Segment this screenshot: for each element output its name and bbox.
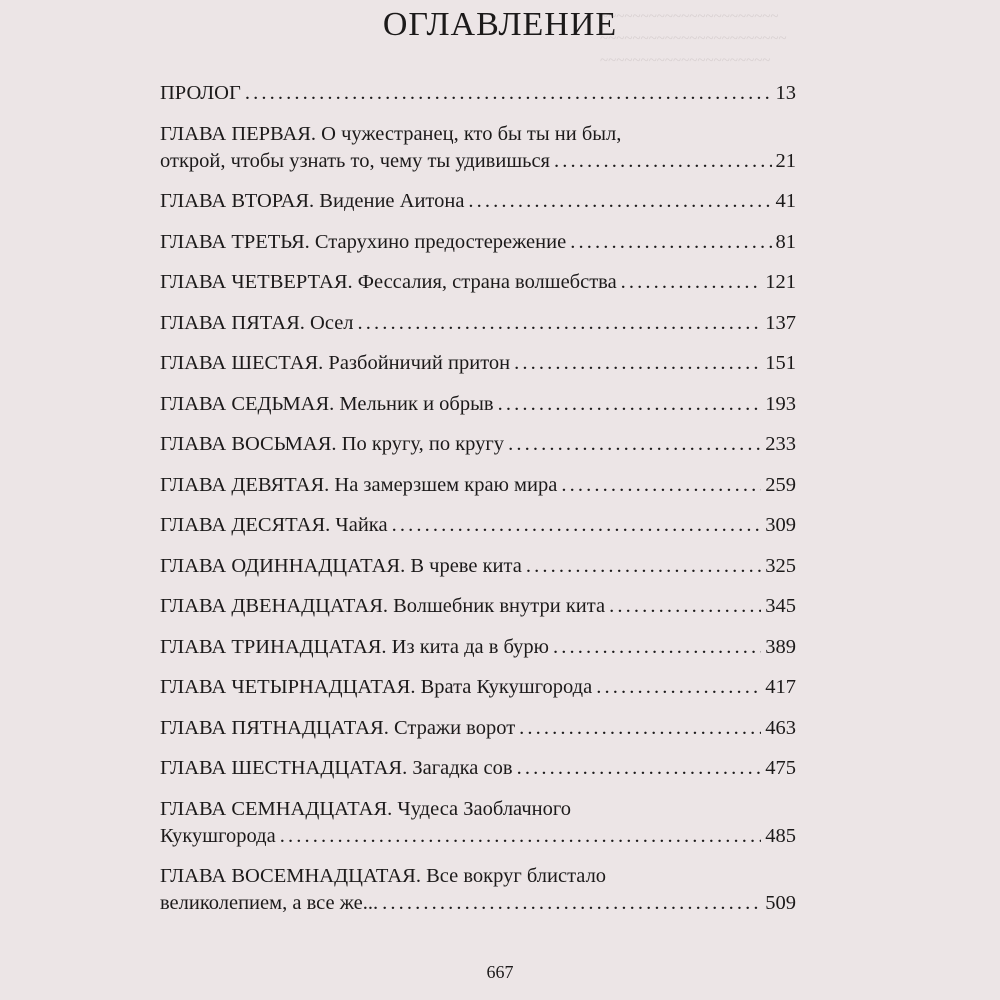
toc-entry (160, 472, 796, 499)
toc-entry-title-line: ГЛАВА ДЕСЯТАЯ. Чайка (160, 514, 388, 536)
toc-entry-title-line: ГЛАВА ТРИНАДЦАТАЯ. Из кита да в бурю (160, 635, 549, 658)
toc-entry-row (160, 431, 796, 458)
dot-leader (596, 674, 761, 701)
toc-entry-page: 417 (765, 676, 796, 698)
dot-leader (468, 188, 771, 215)
toc-entry-row (160, 890, 796, 917)
toc-entry-page: 485 (765, 824, 796, 847)
toc-entry (160, 553, 796, 580)
dot-leader (570, 229, 771, 256)
dot-leader (561, 472, 761, 499)
toc-entry-page: 121 (765, 271, 796, 293)
toc-entry (160, 674, 796, 701)
toc-entry-page: 193 (765, 392, 796, 415)
page-title: ОГЛАВЛЕНИЕ (382, 6, 618, 43)
dot-leader (392, 512, 762, 539)
toc-entry (160, 350, 796, 377)
toc-entry-page: 137 (765, 311, 796, 334)
toc-entry-page: 21 (775, 149, 796, 172)
toc-entry-title-line: ГЛАВА ТРЕТЬЯ. Старухино предостережение (160, 230, 567, 253)
toc-entry-row (160, 823, 796, 850)
toc-entry-title-line: ГЛАВА ВТОРАЯ. Видение Аитона (160, 190, 465, 212)
dot-leader (553, 634, 761, 661)
dot-leader (245, 80, 772, 107)
toc-entry-page: 151 (765, 352, 796, 374)
toc-entry-page: 325 (765, 554, 796, 577)
toc-entry-row (160, 148, 796, 175)
dot-leader (517, 755, 762, 782)
toc-entry-page: 345 (765, 595, 796, 617)
toc-entry (160, 80, 796, 107)
toc-entry-row (160, 553, 796, 580)
toc-entry (160, 269, 796, 296)
toc-entry-page: 463 (765, 716, 796, 739)
dot-leader (508, 431, 761, 458)
toc-entry-row (160, 80, 796, 107)
show-through-text: ~~~~~~~~~~~~~~~~~~~~~~ ~~~~~~~~~~~~~~~~~~~~~~~ ~~~~~~~~~~~~~~~~~~~~~ (600, 9, 787, 69)
dot-leader (519, 715, 761, 742)
toc-entry-row (160, 634, 796, 661)
toc-entry-row (160, 472, 796, 499)
toc-entry-page: 81 (775, 230, 796, 253)
toc-entry-row (160, 269, 796, 296)
toc-entry-row (160, 674, 796, 701)
toc-entry (160, 512, 796, 539)
toc-entry-title-line: ПРОЛОГ (160, 82, 241, 104)
toc-entry-title-line: ГЛАВА ПЯТАЯ. Осел (160, 311, 354, 334)
toc-entry (160, 431, 796, 458)
dot-leader (498, 391, 762, 418)
toc-entry-title-line: ГЛАВА СЕДЬМАЯ. Мельник и обрыв (160, 392, 494, 415)
toc-entry (160, 863, 796, 917)
toc-entry (160, 593, 796, 620)
page-number: 667 (486, 962, 514, 982)
dot-leader (514, 350, 761, 377)
toc-entry-title-line: ГЛАВА ПЕРВАЯ. О чужестранец, кто бы ты ни был, (160, 122, 622, 145)
toc-entry-row (160, 350, 796, 377)
toc-entry-page: 389 (765, 635, 796, 658)
dot-leader (621, 269, 762, 296)
toc-entry-page: 309 (765, 514, 796, 536)
toc-entry-page: 259 (765, 473, 796, 496)
dot-leader (280, 823, 762, 850)
dot-leader (382, 890, 761, 917)
toc-entry-title-line: ГЛАВА ДЕВЯТАЯ. На замерзшем краю мира (160, 473, 558, 496)
dot-leader (554, 148, 772, 175)
toc-entry-page: 41 (775, 190, 796, 212)
toc-entry-title-line: ГЛАВА ВОСЕМНАДЦАТАЯ. Все вокруг блистало (160, 865, 607, 887)
toc-entry-title-line: Кукушгорода (160, 824, 276, 847)
toc-entry-title-line: ГЛАВА ДВЕНАДЦАТАЯ. Волшебник внутри кита (160, 595, 606, 617)
toc-entry-title-line: великолепием, а все же... (160, 892, 379, 914)
toc-entry (160, 229, 796, 256)
toc-entry (160, 755, 796, 782)
toc-entry (160, 391, 796, 418)
toc-entry-title-line: открой, чтобы узнать то, чему ты удивишься (160, 149, 550, 172)
toc-entry (160, 121, 796, 175)
toc-entry-row (160, 188, 796, 215)
toc-entry-title-line: ГЛАВА ШЕСТАЯ. Разбойничий притон (160, 352, 511, 374)
toc-entry-page: 13 (775, 82, 796, 104)
toc-entry-title-line: ГЛАВА ОДИННАДЦАТАЯ. В чреве кита (160, 554, 522, 577)
dot-leader (609, 593, 761, 620)
toc-entry-page: 509 (765, 892, 796, 914)
toc-entry-title-line: ГЛАВА ШЕСТНАДЦАТАЯ. Загадка сов (160, 757, 513, 779)
toc-entry (160, 715, 796, 742)
toc-entry-title-line: ГЛАВА ЧЕТВЕРТАЯ. Фессалия, страна волшебства (160, 271, 617, 293)
toc-entry-row (160, 512, 796, 539)
toc-entry (160, 310, 796, 337)
toc-entry-row (160, 310, 796, 337)
toc-entry-title-line: ГЛАВА ЧЕТЫРНАДЦАТАЯ. Врата Кукушгорода (160, 676, 593, 698)
toc-entry-title-line: ГЛАВА СЕМНАДЦАТАЯ. Чудеса Заоблачного (160, 797, 572, 820)
dot-leader (526, 553, 761, 580)
toc-entry-row (160, 755, 796, 782)
toc-entry (160, 188, 796, 215)
toc-entry-row (160, 715, 796, 742)
toc-entry-page: 233 (765, 433, 796, 455)
dot-leader (358, 310, 762, 337)
toc-entry-row (160, 593, 796, 620)
toc-entry (160, 634, 796, 661)
toc-entry-page: 475 (765, 757, 796, 779)
table-of-contents (160, 80, 796, 931)
toc-entry-title-line: ГЛАВА ПЯТНАДЦАТАЯ. Стражи ворот (160, 716, 516, 739)
toc-entry-row (160, 391, 796, 418)
toc-entry-row (160, 229, 796, 256)
toc-entry-title-line: ГЛАВА ВОСЬМАЯ. По кругу, по кругу (160, 433, 505, 455)
toc-entry (160, 796, 796, 850)
